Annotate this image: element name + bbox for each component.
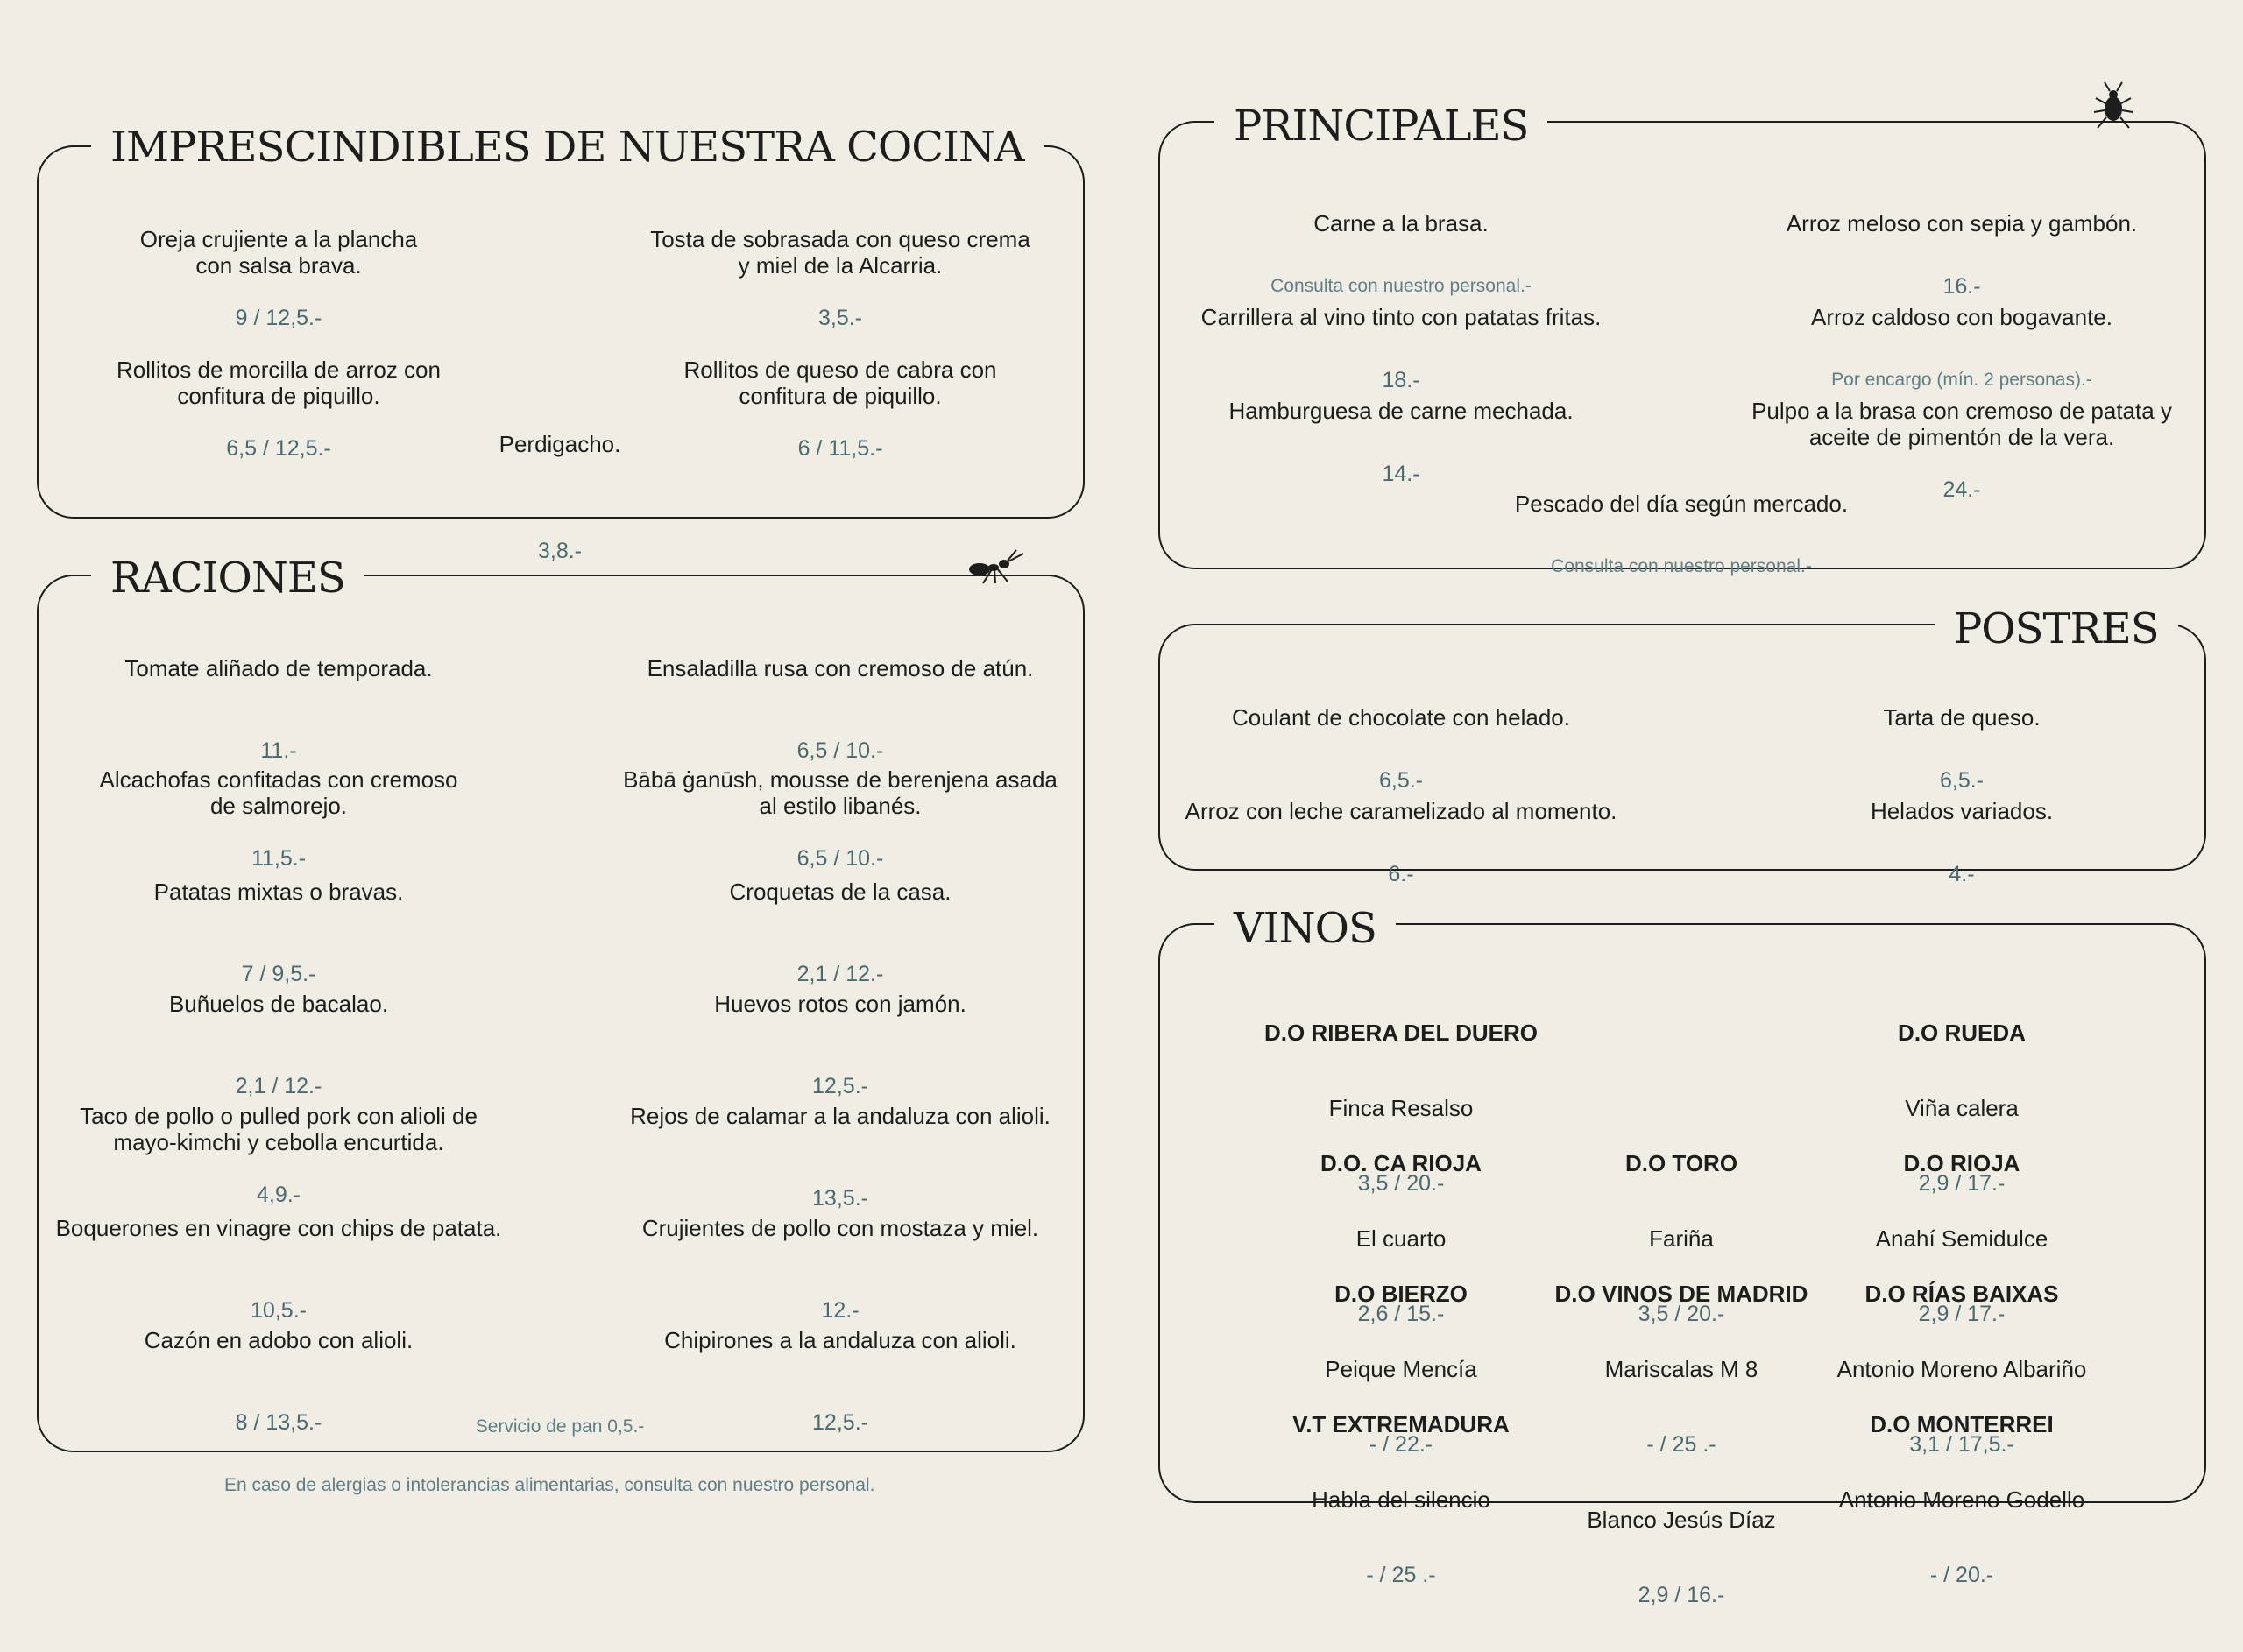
wine-item — [1138, 1368, 1664, 1632]
wine-region: D.O TORO — [1624, 1150, 1738, 1176]
wine-name: Fariña — [1649, 1225, 1714, 1252]
item-price: Consulta con nuestro personal.- — [1270, 276, 1532, 296]
item-name: Carrillera al vino tinto con patatas fritas. — [1200, 304, 1602, 330]
item-price: 24.- — [1942, 477, 1981, 502]
item-name: Tarta de queso. — [1883, 704, 2041, 731]
item-name: Carne a la brasa. — [1313, 210, 1489, 237]
item-name: Chipirones a la andaluza con alioli. — [664, 1327, 1016, 1353]
wine-name: Anahí Semidulce — [1875, 1225, 2048, 1252]
wine-price: 2,6 / 15.- — [1357, 1302, 1445, 1326]
bread-service-note: Servicio de pan 0,5.- — [475, 1416, 645, 1437]
item-name: Alcachofas confitadas con cremoso de salmorejo. — [99, 766, 458, 819]
item-name: Rejos de calamar a la andaluza con alioli. — [630, 1103, 1051, 1129]
wine-price: 2,9 / 17.- — [1918, 1302, 2006, 1326]
item-name: Huevos rotos con jamón. — [714, 991, 966, 1017]
wine-name: Peique Mencía — [1325, 1356, 1477, 1382]
wine-name: Antonio Moreno Albariño — [1836, 1356, 2087, 1382]
item-price: 16.- — [1942, 274, 1981, 299]
wine-price: 3,5 / 20.- — [1638, 1302, 1725, 1326]
wine-name: El cuarto — [1355, 1225, 1447, 1252]
item-name: Helados variados. — [1870, 798, 2054, 824]
wine-price: 2,9 / 17.- — [1918, 1171, 2006, 1196]
menu-item — [297, 405, 823, 590]
item-price: 10,5.- — [251, 1298, 307, 1323]
item-price: 11.- — [260, 738, 297, 763]
item-price: 12,5.- — [812, 1074, 868, 1098]
wine-region: D.O VINOS DE MADRID — [1554, 1281, 1808, 1307]
menu-item — [1138, 772, 1664, 914]
item-price: 9 / 12,5.- — [235, 306, 322, 330]
item-price: 3,5.- — [817, 306, 863, 330]
menu-item — [1419, 464, 1944, 606]
item-price: 6,5 / 10.- — [796, 846, 884, 871]
item-price: 11,5.- — [251, 846, 307, 871]
item-name: Rollitos de queso de cabra con confitura de piquillo. — [683, 357, 997, 409]
wine-price: 2,9 / 16.- — [1638, 1583, 1725, 1607]
wine-name: Mariscalas M 8 — [1604, 1356, 1758, 1382]
item-price: 6,5.- — [1378, 768, 1424, 793]
wine-region: D.O RÍAS BAIXAS — [1864, 1281, 2059, 1307]
item-name: Pulpo a la brasa con cremoso de patata y aceite de pimentón de la vera. — [1751, 398, 2172, 450]
section-title-vinos: VINOS — [1214, 907, 1396, 950]
item-price: 13,5.- — [812, 1186, 868, 1211]
item-name: Crujientes de pollo con mostaza y miel. — [641, 1215, 1039, 1241]
item-name: Ensaladilla rusa con cremoso de atún. — [647, 655, 1034, 681]
item-price: 6,5 / 12,5.- — [226, 436, 331, 461]
item-name: Pescado del día según mercado. — [1514, 491, 1849, 517]
section-title-imprescindibles: IMPRESCINDIBLES DE NUESTRA COCINA — [91, 126, 1044, 168]
wine-price: 3,5 / 20.- — [1357, 1171, 1445, 1196]
beetle-icon — [2091, 81, 2136, 131]
item-name: Bābā ġanūsh, mousse de berenjena asada al estilo libanés. — [623, 766, 1058, 819]
item-name: Arroz con leche caramelizado al momento. — [1185, 798, 1617, 824]
item-price: Consulta con nuestro personal.- — [1551, 556, 1812, 576]
wine-price: - / 20.- — [1929, 1563, 1994, 1587]
item-name: Rollitos de morcilla de arroz con confitura de piquillo. — [117, 357, 441, 409]
wine-region: D.O RIBERA DEL DUERO — [1263, 1020, 1539, 1046]
item-name: Boquerones en vinagre con chips de patata. — [55, 1215, 502, 1241]
wine-item — [1699, 1368, 2225, 1632]
item-name: Hamburguesa de carne mechada. — [1228, 398, 1574, 424]
item-price: 14.- — [1382, 462, 1420, 486]
item-name: Coulant de chocolate con helado. — [1232, 704, 1570, 731]
item-price: 2,1 / 12.- — [796, 962, 884, 986]
item-price: 6 / 11,5.- — [797, 436, 883, 461]
wine-name: Habla del silencio — [1312, 1486, 1490, 1513]
wine-price: - / 22.- — [1369, 1432, 1433, 1457]
section-title-postres: POSTRES — [1935, 608, 2178, 650]
section-title-raciones: RACIONES — [91, 557, 364, 599]
item-name: Arroz caldoso con bogavante. — [1811, 304, 2112, 330]
item-price: 8 / 13,5.- — [235, 1410, 322, 1435]
item-price: 3,8.- — [537, 539, 583, 563]
wine-region: D.O MONTERREI — [1870, 1411, 2054, 1437]
menu-item — [1699, 772, 2225, 914]
item-name: Patatas mixtas o bravas. — [153, 879, 404, 905]
allergy-note: En caso de alergias o intolerancias alimentarias, consulta con nuestro personal. — [224, 1475, 875, 1495]
wine-region: D.O RIOJA — [1903, 1150, 2020, 1176]
item-price: 12.- — [821, 1298, 860, 1323]
item-price: 18.- — [1382, 368, 1420, 392]
wine-region: D.O RUEDA — [1898, 1020, 2026, 1046]
ant-icon — [964, 543, 1027, 585]
wine-name: Viña calera — [1905, 1095, 2019, 1121]
item-name: Croquetas de la casa. — [729, 879, 952, 905]
item-price: 2,1 / 12.- — [235, 1074, 322, 1098]
item-name: Tosta de sobrasada con queso crema y miel de la Alcarria. — [650, 226, 1030, 279]
item-price: 4.- — [1949, 862, 1975, 886]
section-title-principales: PRINCIPALES — [1214, 105, 1547, 147]
wine-price: 3,1 / 17,5.- — [1909, 1432, 2014, 1457]
item-price: Por encargo (mín. 2 personas).- — [1831, 370, 2092, 390]
item-name: Cazón en adobo con alioli. — [144, 1327, 414, 1353]
wine-name: Finca Resalso — [1328, 1095, 1474, 1121]
item-price: 12,5.- — [812, 1410, 868, 1435]
item-price: 6,5.- — [1939, 768, 1985, 793]
item-name: Tomate aliñado de temporada. — [124, 655, 433, 681]
item-price: 6,5 / 10.- — [796, 738, 884, 763]
wine-name: Antonio Moreno Godello — [1838, 1486, 2085, 1513]
wine-region: V.T EXTREMADURA — [1292, 1411, 1510, 1437]
item-price: 6.- — [1388, 862, 1414, 886]
wine-price: - / 25 .- — [1366, 1563, 1436, 1587]
item-name: Perdigacho. — [499, 431, 621, 457]
wine-price: - / 25 .- — [1646, 1432, 1716, 1457]
wine-region: D.O. CA RIOJA — [1320, 1150, 1482, 1176]
item-name: Buñuelos de bacalao. — [168, 991, 389, 1017]
wine-region: D.O BIERZO — [1334, 1281, 1468, 1307]
item-price: 7 / 9,5.- — [241, 962, 316, 986]
item-name: Taco de pollo o pulled pork con alioli de mayo-kimchi y cebolla encurtida. — [80, 1103, 478, 1155]
item-name: Arroz meloso con sepia y gambón. — [1786, 210, 2138, 237]
wine-name: Blanco Jesús Díaz — [1587, 1507, 1776, 1533]
item-price: 4,9.- — [256, 1183, 301, 1207]
item-name: Oreja crujiente a la plancha con salsa brava. — [139, 226, 418, 279]
